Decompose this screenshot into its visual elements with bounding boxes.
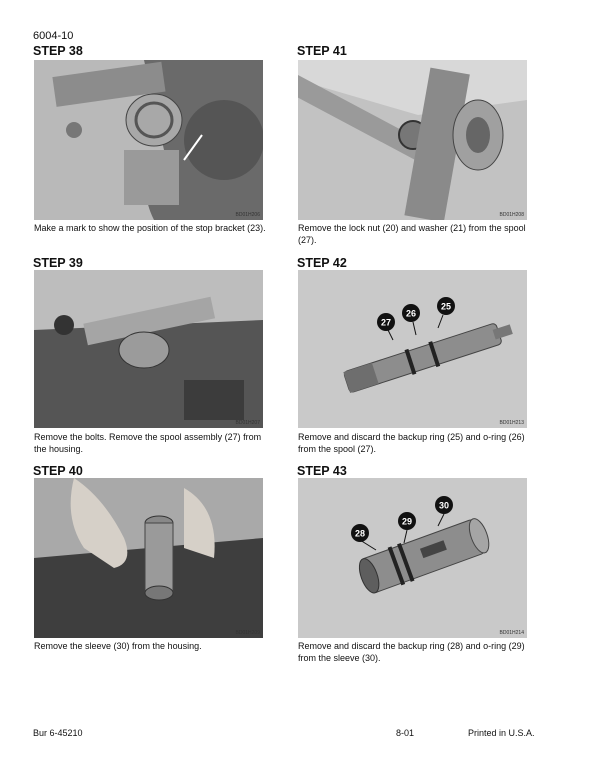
step-39-figure-id: BD01H207 — [235, 420, 260, 426]
callout-26: 26 — [405, 308, 417, 319]
step-41-figure-id: BD01H208 — [499, 212, 524, 218]
step-43-photo — [298, 478, 527, 638]
step-43-caption: Remove and discard the backup ring (28) and o-ring (29) from the sleeve (30). — [298, 641, 525, 663]
step-40-figure-id: BD01H209 — [235, 630, 260, 636]
callout-25: 25 — [440, 301, 452, 312]
step-40-caption: Remove the sleeve (30) from the housing. — [34, 641, 202, 651]
step-38-photo — [34, 60, 263, 220]
step-41-caption: Remove the lock nut (20) and washer (21) from the spool (27). — [298, 223, 526, 245]
step-38-figure-id: BD01H206 — [235, 212, 260, 218]
step-42-title: STEP 42 — [297, 256, 347, 270]
step-39-caption: Remove the bolts. Remove the spool assembly (27) from the housing. — [34, 432, 262, 454]
step-38-title: STEP 38 — [33, 44, 83, 58]
callout-29: 29 — [401, 516, 413, 527]
footer-printed: Printed in U.S.A. — [468, 728, 535, 738]
step-43-figure-id: BD01H214 — [499, 630, 524, 636]
step-40-photo — [34, 478, 263, 638]
step-41-photo — [298, 60, 527, 220]
step-42-caption: Remove and discard the backup ring (25) and o-ring (26) from the spool (27). — [298, 432, 525, 454]
footer-doc-number: Bur 6-45210 — [33, 728, 83, 738]
callout-28: 28 — [354, 528, 366, 539]
step-43-title: STEP 43 — [297, 464, 347, 478]
page-code: 6004-10 — [33, 30, 74, 42]
step-42-figure-id: BD01H213 — [499, 420, 524, 426]
step-38-caption: Make a mark to show the position of the stop bracket (23). — [34, 223, 266, 233]
step-41-title: STEP 41 — [297, 44, 347, 58]
step-42-photo — [298, 270, 527, 428]
callout-30: 30 — [438, 500, 450, 511]
step-39-title: STEP 39 — [33, 256, 83, 270]
callout-27: 27 — [380, 317, 392, 328]
footer-page-number: 8-01 — [396, 728, 415, 738]
step-40-title: STEP 40 — [33, 464, 83, 478]
step-39-photo — [34, 270, 263, 428]
